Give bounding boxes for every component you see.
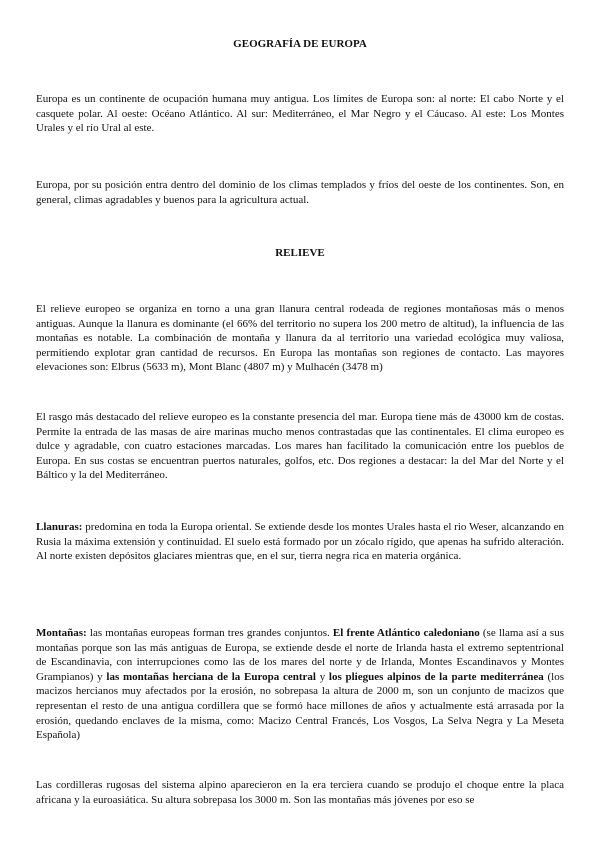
intro-paragraph-2: Europa, por su posición entra dentro del dominio de los climas templados y fríos del oeste de los continentes. Son, en general, climas agradables y buenos para la agricultura actual. [36,179,564,206]
relieve-paragraph-2: El rasgo más destacado del relieve europeo es la constante presencia del mar. Europa tiene más de 43000 km de costas. Permite la entrada de las masas de aire marinas mucho menos contrastadas que las continentales. El clima europeo es dulce y agradable, con cuatro estaciones marcadas. Los mares han facilitado la comunicación entre los pueblos de Europa. En sus costas se encuentran puertos naturales, golfos, etc. Dos regiones a destacar: la del Mar del Norte y el Báltico y la del Mediterráneo. [36,411,564,482]
montanas-text-2: (se llama así a sus montañas porque son las más antiguas de Europa, se extiende desde el norte de Irlanda hasta el extremo septentrional de Escandinavia, con interrupciones como las de los mares del norte y de Irlanda, Montes Escandinavos y Montes Grampianos) y [36,627,564,683]
document-title: GEOGRAFÍA DE EUROPA [233,38,367,50]
montanas-text-4: (los macizos hercianos muy afectados por la erosión, no sobrepasa la altura de 2000 m, son un conjunto de macizos que representan el resto de una antigua cordillera que se formó hace millones de años y actualmente está arrasada por la erosión, quedando enclaves de la misma, como: Macizo Central Francés, Los Vosgos, La Selva Negra y La Meseta Española) [36,670,565,742]
montanas-paragraph [36,626,564,743]
montanas-text-1: las montañas europeas forman tres grandes conjuntos. [86,627,333,639]
section-title-relieve: RELIEVE [275,247,325,259]
intro-paragraph-1: Europa es un continente de ocupación humana muy antigua. Los límites de Europa son: al norte: El cabo Norte y el casquete polar. Al oeste: Océano Atlántico. Al sur: Mediterráneo, el Mar Negro y el Cáucaso. Al este: Los Montes Urales y el río Ural al este. [36,93,564,135]
llanuras-text: predomina en toda la Europa oriental. Se extiende desde los montes Urales hasta el rio Weser, alcanzando en Rusia la máxima extensión y continuidad. El suelo está formado por un zócalo rígido, que apenas ha sufrido alteración. Al norte existen depósitos glaciares mientras que, en el sur, tierra negra rica en materia orgánica. [36,521,564,563]
cordilleras-paragraph: Las cordilleras rugosas del sistema alpino aparecieron en la era terciera cuando se produjo el choque entre la placa africana y la euroasiática. Su altura sobrepasa los 3000 m. Son las montañas más jóvenes por eso se [36,779,564,806]
montanas-bold-herciana: las montañas herciana de la Europa central [106,670,316,683]
llanuras-paragraph [36,520,564,564]
montanas-bold-caledoniano: El frente Atlántico caledoniano [332,627,480,639]
montanas-label: Montañas: [36,627,87,639]
llanuras-label: Llanuras: [36,521,83,533]
relieve-paragraph-1: El relieve europeo se organiza en torno a una gran llanura central rodeada de regiones montañosas más o menos antiguas. Aunque la llanura es dominante (el 66% del territorio no supera los 200 metro de altitud), la influencia de las montañas es notable. La combinación de montaña y llanura da al territorio una variedad ecológica muy valiosa, permitiendo explotar gran cantidad de recursos. En Europa las montañas son regiones de contacto. Las mayores elevaciones son: Elbrus (5633 m), Mont Blanc (4807 m) y Mulhacén (3478 m) [36,303,564,374]
montanas-bold-alpinos: los pliegues alpinos de la parte mediterránea [328,670,544,683]
montanas-text-3: y [315,670,329,683]
